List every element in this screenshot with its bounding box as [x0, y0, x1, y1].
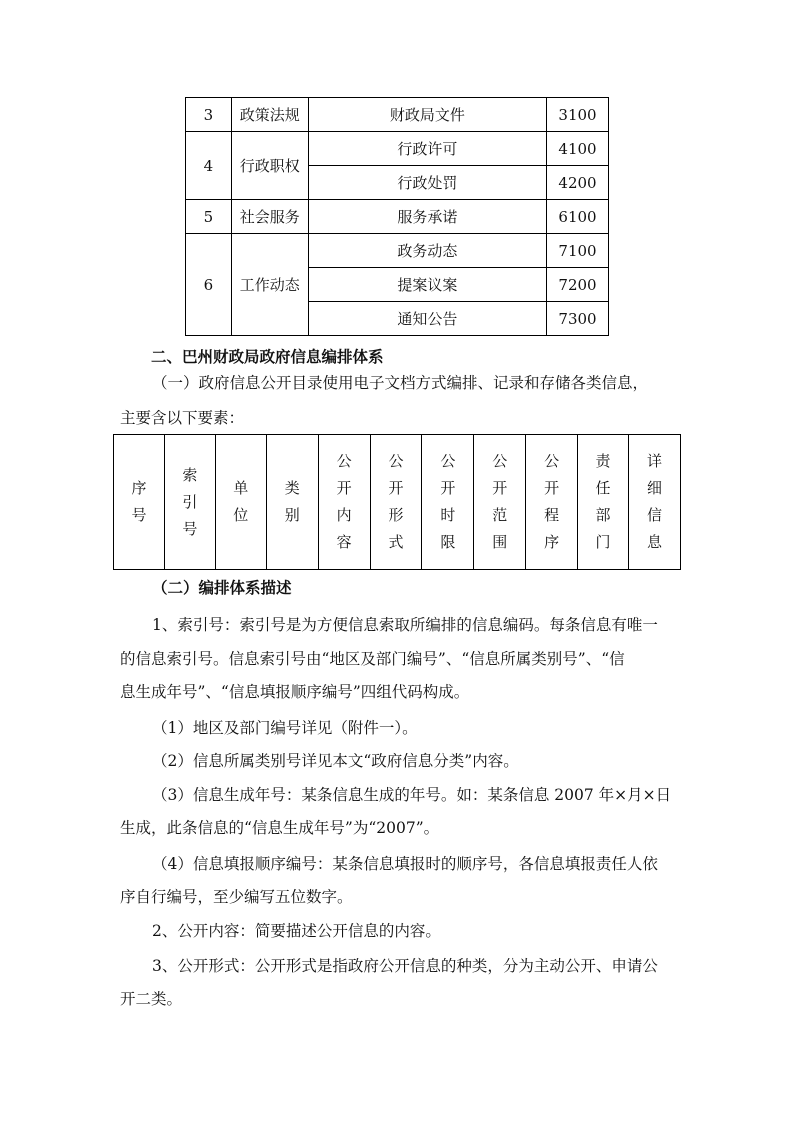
header-cell: 详细信息	[647, 452, 663, 551]
section-heading: 二、巴州财政局政府信息编排体系	[151, 347, 384, 366]
paragraph-line: （4）信息填报顺序编号：某条信息填报时的顺序号，各信息填报责任人依	[152, 855, 658, 873]
header-cell: 单位	[233, 479, 249, 524]
paragraph-line: 息生成年号”、“信息填报顺序编号”四组代码构成。	[120, 683, 470, 701]
paragraph-line: 序自行编号，至少编写五位数字。	[120, 888, 353, 906]
header-cell: 责任部门	[595, 452, 611, 551]
category-name: 社会服务	[231, 200, 308, 234]
subsection-1-line1: （一）政府信息公开目录使用电子文档方式编排、记录和存储各类信息，	[152, 374, 649, 392]
table-row	[186, 234, 609, 268]
paragraph-line: 2、公开内容：简要描述公开信息的内容。	[152, 922, 441, 940]
category-name: 政策法规	[231, 98, 308, 132]
paragraph-line: 1、索引号：索引号是为方便信息索取所编排的信息编码。每条信息有唯一	[152, 616, 658, 634]
table-row	[186, 200, 609, 234]
table-row	[186, 98, 609, 132]
subcategory-name: 服务承诺	[308, 200, 546, 234]
header-cell: 类别	[284, 479, 300, 524]
header-cell: 索引号	[182, 465, 198, 538]
category-code: 3100	[547, 98, 609, 132]
paragraph-line: （3）信息生成年号：某条信息生成的年号。如：某条信息 2007 年×月×日	[152, 786, 672, 804]
category-code: 4200	[547, 166, 609, 200]
table-header-row	[114, 435, 681, 570]
subcategory-name: 提案议案	[308, 268, 546, 302]
category-code: 6100	[547, 200, 609, 234]
elements-table	[113, 434, 681, 570]
subcategory-name: 行政许可	[308, 132, 546, 166]
paragraph-line: （2）信息所属类别号详见本文“政府信息分类”内容。	[152, 752, 519, 770]
paragraph-line: 3、公开形式：公开形式是指政府公开信息的种类，分为主动公开、申请公	[152, 957, 658, 975]
table-row	[186, 132, 609, 166]
category-code: 7100	[547, 234, 609, 268]
header-cell: 公开程序	[544, 452, 560, 551]
subsection-heading: （二）编排体系描述	[152, 578, 292, 597]
category-name: 工作动态	[231, 234, 308, 336]
classification-table	[185, 97, 609, 336]
paragraph-line: 的信息索引号。信息索引号由“地区及部门编号”、“信息所属类别号”、“信	[120, 650, 625, 668]
subcategory-name: 通知公告	[308, 302, 546, 336]
header-cell: 公开形式	[388, 452, 404, 551]
category-code: 4100	[547, 132, 609, 166]
header-cell: 公开时限	[440, 452, 456, 551]
subcategory-name: 财政局文件	[308, 98, 546, 132]
category-name: 行政职权	[231, 132, 308, 200]
row-number: 5	[186, 200, 232, 234]
subcategory-name: 政务动态	[308, 234, 546, 268]
row-number: 3	[186, 98, 232, 132]
paragraph-line: 生成，此条信息的“信息生成年号”为“2007”。	[120, 819, 440, 837]
header-cell: 序号	[131, 479, 147, 524]
header-cell: 公开范围	[492, 452, 508, 551]
paragraph-line: （1）地区及部门编号详见（附件一）。	[152, 719, 418, 737]
category-code: 7300	[547, 302, 609, 336]
category-code: 7200	[547, 268, 609, 302]
paragraph-line: 开二类。	[120, 990, 183, 1008]
header-cell: 公开内容	[336, 452, 352, 551]
row-number: 4	[186, 132, 232, 200]
row-number: 6	[186, 234, 232, 336]
subsection-1-line2: 主要含以下要素：	[120, 409, 245, 427]
subcategory-name: 行政处罚	[308, 166, 546, 200]
